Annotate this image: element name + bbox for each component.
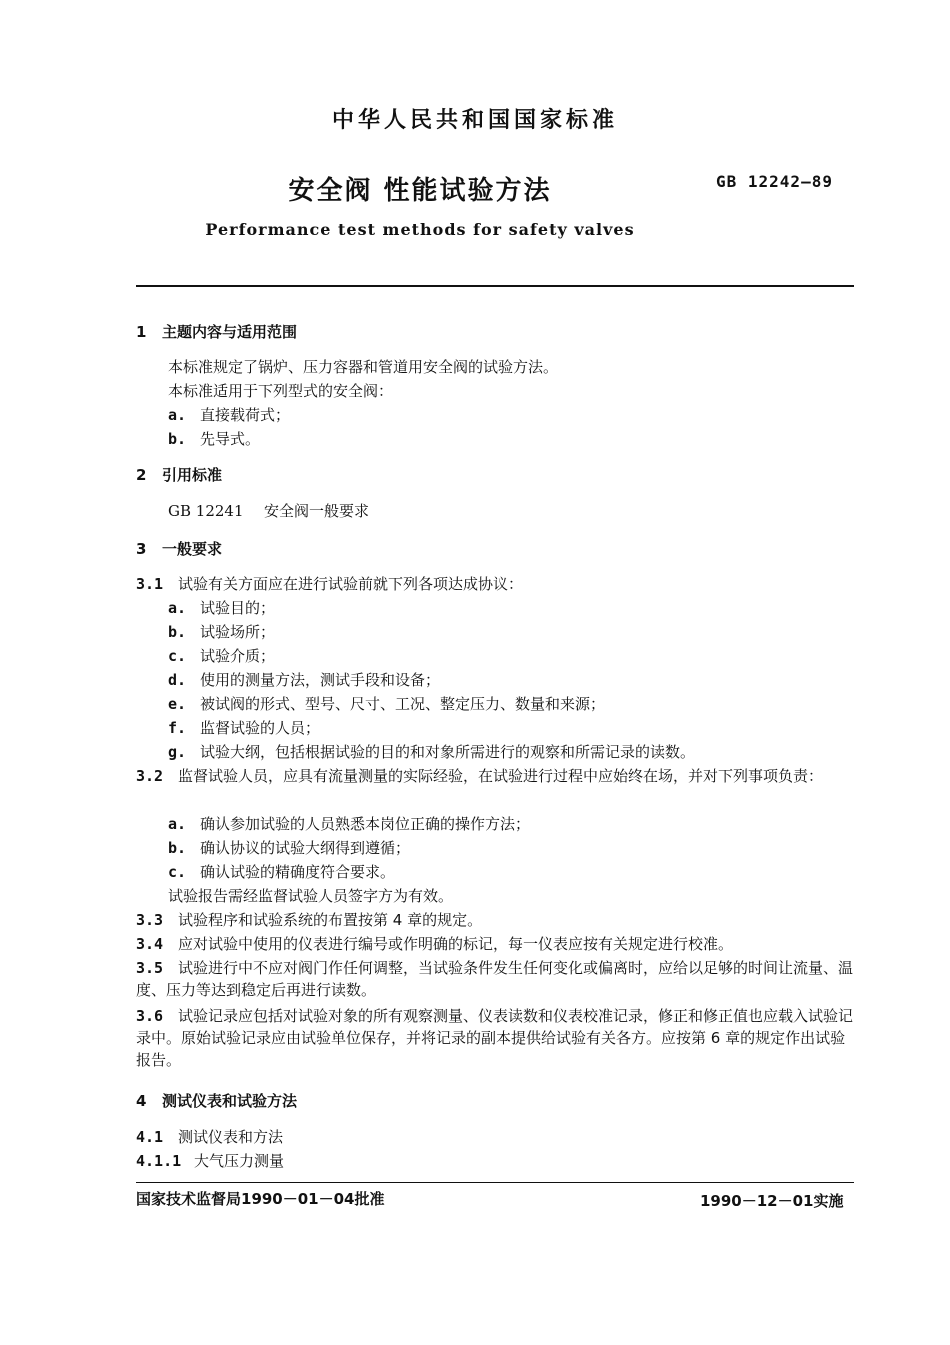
english-title: Performance test methods for safety valves	[205, 220, 635, 239]
section-number: 1	[136, 323, 147, 341]
clause-text: 试验程序和试验系统的布置按第 4 章的规定。	[178, 911, 483, 929]
list-item	[168, 645, 275, 666]
list-label: c.	[168, 647, 187, 665]
list-label: a.	[168, 599, 187, 617]
list-label: e.	[168, 695, 187, 713]
list-label: b.	[168, 839, 187, 857]
header-divider	[136, 285, 854, 287]
clause-3-4	[136, 933, 733, 954]
list-text: 试验大纲，包括根据试验的目的和对象所需进行的观察和所需记录的读数。	[200, 743, 696, 761]
clause-3-3	[136, 909, 482, 930]
list-item	[168, 621, 275, 642]
clause-number: 4.1.1	[136, 1152, 182, 1170]
list-item	[168, 813, 530, 834]
list-text: 试验介质；	[200, 647, 276, 665]
clause-text: 试验记录应包括对试验对象的所有观察测量、仪表读数和仪表校准记录，修正和修正值也应载入试验记录中。原始试验记录应由试验单位保存，并将记录的副本提供给试验有关各方。应按第 6 章的规定作出试验报告。	[136, 1007, 854, 1069]
clause-3-5	[136, 957, 854, 1001]
list-text: 被试阀的形式、型号、尺寸、工况、整定压力、数量和来源；	[200, 695, 606, 713]
clause-number: 3.5	[136, 959, 164, 977]
footer-divider	[136, 1182, 854, 1183]
clause-text: 试验进行中不应对阀门作任何调整，当试验条件发生任何变化或偏离时，应给以足够的时间让流量、温度、压力等达到稳定后再进行读数。	[136, 959, 854, 999]
list-text: 试验场所；	[200, 623, 276, 641]
list-label: a.	[168, 815, 187, 833]
paragraph: 试验报告需经监督试验人员签字方为有效。	[168, 887, 454, 905]
list-item	[168, 404, 290, 425]
clause-number: 3.3	[136, 911, 164, 929]
clause-number: 4.1	[136, 1128, 164, 1146]
clause-3-6	[136, 1005, 854, 1071]
list-label: c.	[168, 863, 187, 881]
paragraph: 本标准规定了锅炉、压力容器和管道用安全阀的试验方法。	[168, 358, 559, 376]
clause-3-1	[136, 573, 523, 594]
page-title: 安全阀 性能试验方法	[288, 176, 552, 206]
list-label: b.	[168, 623, 187, 641]
list-text: 确认协议的试验大纲得到遵循；	[200, 839, 411, 857]
implementation-date: 1990－12－01实施	[700, 1192, 844, 1210]
list-label: f.	[168, 719, 187, 737]
list-text: 直接载荷式；	[200, 406, 291, 424]
clause-4-1	[136, 1126, 283, 1147]
list-label: g.	[168, 743, 187, 761]
list-item	[168, 669, 440, 690]
clause-3-2	[136, 765, 854, 787]
list-label: d.	[168, 671, 187, 689]
paragraph: 本标准适用于下列型式的安全阀：	[168, 382, 394, 400]
clause-text: 试验有关方面应在进行试验前就下列各项达成协议：	[178, 575, 524, 593]
clause-4-1-1	[136, 1150, 284, 1171]
section-title: 测试仪表和试验方法	[162, 1092, 298, 1110]
list-text: 先导式。	[200, 430, 261, 448]
list-item	[168, 741, 695, 762]
clause-text: 测试仪表和方法	[178, 1128, 284, 1146]
list-item	[168, 837, 410, 858]
section-title: 主题内容与适用范围	[162, 323, 298, 341]
list-label: b.	[168, 430, 187, 448]
clause-text: 监督试验人员，应具有流量测量的实际经验，在试验进行过程中应始终在场，并对下列事项负责：	[178, 767, 824, 785]
section-number: 4	[136, 1092, 147, 1110]
reference-code: GB 12241	[168, 502, 244, 520]
section-number: 3	[136, 540, 147, 558]
clause-text: 大气压力测量	[194, 1152, 285, 1170]
national-standard-heading: 中华人民共和国国家标准	[331, 108, 618, 133]
section-title: 引用标准	[162, 466, 223, 484]
list-label: a.	[168, 406, 187, 424]
list-text: 试验目的；	[200, 599, 276, 617]
section-number: 2	[136, 466, 147, 484]
standard-code: GB 12242—89	[716, 172, 833, 191]
list-item	[168, 717, 320, 738]
approval-date: 国家技术监督局1990－01－04批准	[136, 1190, 385, 1208]
clause-number: 3.2	[136, 767, 164, 785]
list-item	[168, 597, 275, 618]
reference-entry	[168, 500, 369, 521]
list-text: 确认参加试验的人员熟悉本岗位正确的操作方法；	[200, 815, 531, 833]
clause-number: 3.4	[136, 935, 164, 953]
section-3-heading	[136, 538, 222, 559]
section-2-heading	[136, 464, 222, 485]
list-text: 使用的测量方法，测试手段和设备；	[200, 671, 441, 689]
clause-number: 3.1	[136, 575, 164, 593]
list-item	[168, 693, 605, 714]
list-item	[168, 428, 260, 449]
clause-text: 应对试验中使用的仪表进行编号或作明确的标记，每一仪表应按有关规定进行校准。	[178, 935, 734, 953]
clause-number: 3.6	[136, 1007, 164, 1025]
section-title: 一般要求	[162, 540, 223, 558]
list-text: 监督试验的人员；	[200, 719, 321, 737]
section-1-heading	[136, 321, 297, 342]
section-4-heading	[136, 1090, 297, 1111]
list-text: 确认试验的精确度符合要求。	[200, 863, 396, 881]
reference-title: 安全阀一般要求	[264, 502, 370, 520]
list-item	[168, 861, 395, 882]
